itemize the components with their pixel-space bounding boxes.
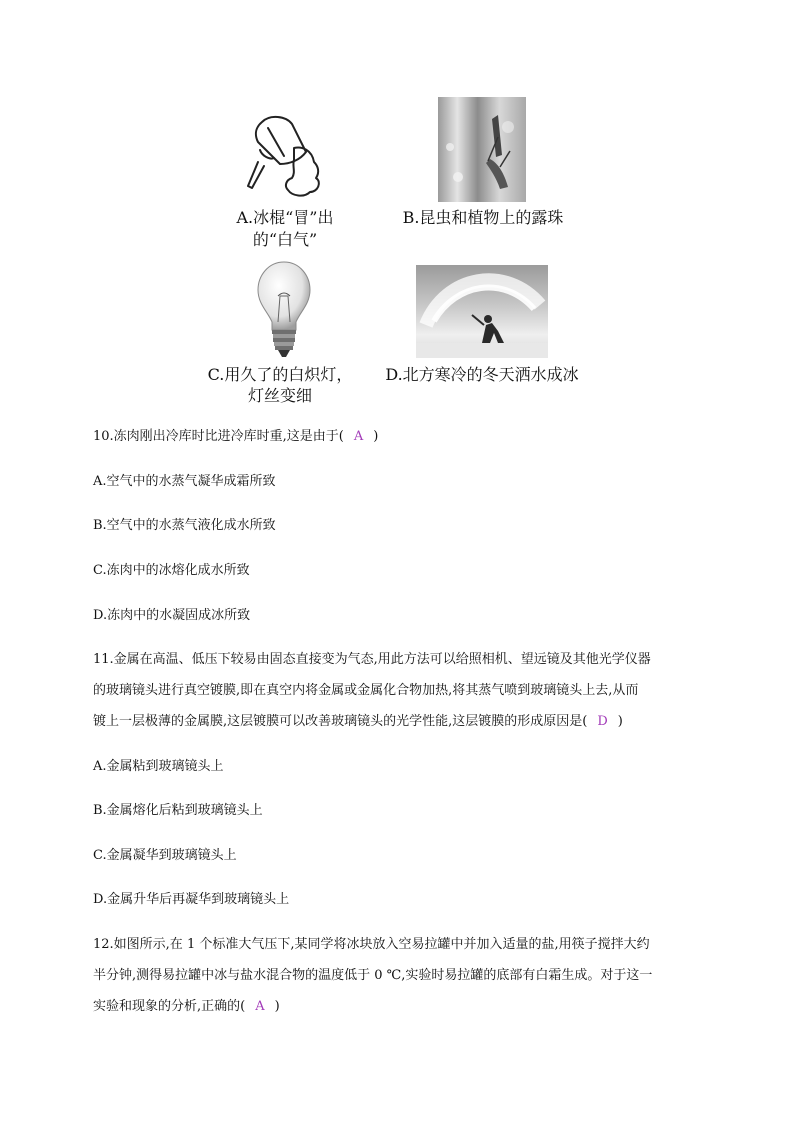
question-12-close-paren: ) [274,999,280,1014]
question-11-close-paren: ) [617,714,623,729]
caption-b: B.昆虫和植物上的露珠 [402,208,564,227]
question-12-line2: 半分钟,测得易拉罐中冰与盐水混合物的温度低于 0 ℃,实验时易拉罐的底部有白霜生成。对于这一 [93,968,653,983]
question-11-option-b: B.金属熔化后粘到玻璃镜头上 [93,803,263,818]
caption-c-line1: C.用久了的白炽灯， [207,365,353,384]
insect-dew-photo [438,97,526,202]
question-11-line2: 的玻璃镜头进行真空镀膜,即在真空内将金属或金属化合物加热,将其蒸气喷到玻璃镜头上去,从而 [93,683,639,698]
caption-a-line1: A.冰棍“冒”出 [236,208,334,227]
question-10-answer: A [353,429,364,444]
question-12-answer: A [255,999,265,1014]
question-11-text: 镀上一层极薄的金属膜,这层镀膜可以改善玻璃镜头的光学性能,这层镀膜的形成原因是( [93,714,588,729]
question-11-option-d: D.金属升华后再凝华到玻璃镜头上 [93,892,290,907]
question-11-line1: 11.金属在高温、低压下较易由固态直接变为气态,用此方法可以给照相机、望远镜及其他光学仪器 [93,652,651,667]
light-bulb-illustration [256,260,312,360]
melting-popsicle-illustration [240,112,330,204]
caption-d: D.北方寒冷的冬天洒水成冰 [385,365,579,384]
question-10-option-d: D.冻肉中的水凝固成冰所致 [93,608,251,623]
question-11-option-a: A.金属粘到玻璃镜头上 [93,759,224,774]
question-10-stem [93,427,378,447]
question-10-option-a: A.空气中的水蒸气凝华成霜所致 [93,474,276,489]
caption-a-line2: 的“白气” [252,230,318,249]
question-12-line1: 12.如图所示,在 1 个标准大气压下,某同学将冰块放入空易拉罐中并加入适量的盐,用筷子搅拌大约 [93,937,650,952]
question-10-option-b: B.空气中的水蒸气液化成水所致 [93,518,276,533]
question-11-answer: D [597,714,608,729]
caption-c-line2: 灯丝变细 [247,386,312,405]
question-11-line3 [93,712,623,732]
question-12-line3 [93,997,280,1017]
question-11-option-c: C.金属凝华到玻璃镜头上 [93,848,237,863]
question-10-text: 10.冻肉刚出冷库时比进冷库时重,这是由于( [93,429,344,444]
question-10-option-c: C.冻肉中的冰熔化成水所致 [93,563,250,578]
question-12-text: 实验和现象的分析,正确的( [93,999,246,1014]
water-to-ice-photo [416,265,548,358]
question-10-close-paren: ) [373,429,379,444]
